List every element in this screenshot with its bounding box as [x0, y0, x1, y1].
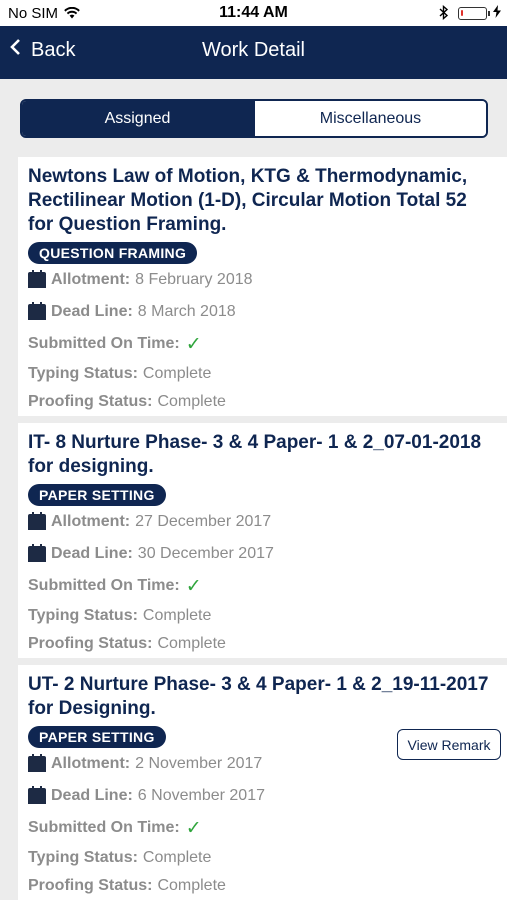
checkmark-icon: ✓ [185, 817, 202, 839]
calendar-icon [28, 272, 46, 288]
work-type-badge: QUESTION FRAMING [28, 242, 197, 264]
typing-status-row [28, 844, 497, 872]
calendar-icon [28, 788, 46, 804]
submitted-row [28, 328, 497, 360]
clock: 11:44 AM [219, 4, 288, 21]
proofing-value: Complete [157, 393, 226, 410]
work-title: IT- 8 Nurture Phase- 3 & 4 Paper- 1 & 2_07-01-2018 for designing. [28, 432, 482, 477]
submitted-row [28, 570, 497, 602]
submitted-label: Submitted On Time: [28, 335, 180, 352]
deadline-label: Dead Line: [51, 545, 133, 562]
allotment-value: 2 November 2017 [135, 755, 263, 772]
allotment-row [28, 506, 497, 538]
submitted-label: Submitted On Time: [28, 819, 180, 836]
carrier-label: No SIM [8, 5, 59, 22]
deadline-value: 30 December 2017 [137, 545, 274, 562]
deadline-label: Dead Line: [51, 787, 133, 804]
deadline-row [28, 780, 497, 812]
allotment-value: 8 February 2018 [135, 271, 253, 288]
calendar-icon [28, 546, 46, 562]
status-bar [0, 0, 507, 26]
allotment-label: Allotment: [51, 513, 131, 530]
typing-value: Complete [142, 849, 212, 866]
typing-status-row [28, 602, 497, 630]
deadline-row [28, 296, 497, 328]
proofing-label: Proofing Status: [28, 393, 153, 410]
nav-bar [0, 26, 507, 79]
typing-label: Typing Status: [28, 849, 138, 866]
deadline-row [28, 538, 497, 570]
work-title: UT- 2 Nurture Phase- 3 & 4 Paper- 1 & 2_19-11-2017 for Designing. [28, 674, 489, 719]
battery-cap [488, 11, 490, 16]
work-card [18, 423, 507, 658]
proofing-value: Complete [157, 877, 226, 894]
submitted-row [28, 812, 497, 844]
allotment-label: Allotment: [51, 271, 131, 288]
proofing-label: Proofing Status: [28, 635, 153, 652]
charging-icon [493, 5, 501, 21]
work-type-badge: PAPER SETTING [28, 726, 166, 748]
calendar-icon [28, 514, 46, 530]
battery-icon [458, 7, 487, 20]
deadline-label: Dead Line: [51, 303, 133, 320]
typing-label: Typing Status: [28, 607, 138, 624]
page-title: Work Detail [202, 39, 305, 61]
proofing-label: Proofing Status: [28, 877, 153, 894]
typing-value: Complete [142, 365, 212, 382]
work-list [18, 157, 507, 900]
submitted-label: Submitted On Time: [28, 577, 180, 594]
proofing-status-row [28, 630, 497, 658]
proofing-value: Complete [157, 635, 226, 652]
work-card [18, 665, 507, 900]
calendar-icon [28, 304, 46, 320]
checkmark-icon: ✓ [185, 333, 202, 355]
calendar-icon [28, 756, 46, 772]
allotment-value: 27 December 2017 [135, 513, 272, 530]
tab-assigned[interactable]: Assigned [22, 101, 253, 136]
proofing-status-row [28, 872, 497, 900]
allotment-label: Allotment: [51, 755, 131, 772]
segmented-control [20, 99, 488, 138]
view-remark-button[interactable]: View Remark [397, 729, 501, 760]
deadline-value: 8 March 2018 [137, 303, 236, 320]
bluetooth-icon [439, 5, 449, 23]
typing-status-row [28, 360, 497, 388]
work-type-badge: PAPER SETTING [28, 484, 166, 506]
checkmark-icon: ✓ [185, 575, 202, 597]
work-title: Newtons Law of Motion, KTG & Thermodynamic, Rectilinear Motion (1-D), Circular Motion Total 52 for Question Framing. [28, 166, 468, 235]
work-card [18, 157, 507, 416]
typing-value: Complete [142, 607, 212, 624]
allotment-row [28, 264, 497, 296]
proofing-status-row [28, 388, 497, 416]
typing-label: Typing Status: [28, 365, 138, 382]
deadline-value: 6 November 2017 [137, 787, 265, 804]
back-label: Back [31, 38, 76, 61]
content-area [0, 79, 507, 900]
tab-miscellaneous[interactable]: Miscellaneous [253, 101, 486, 136]
